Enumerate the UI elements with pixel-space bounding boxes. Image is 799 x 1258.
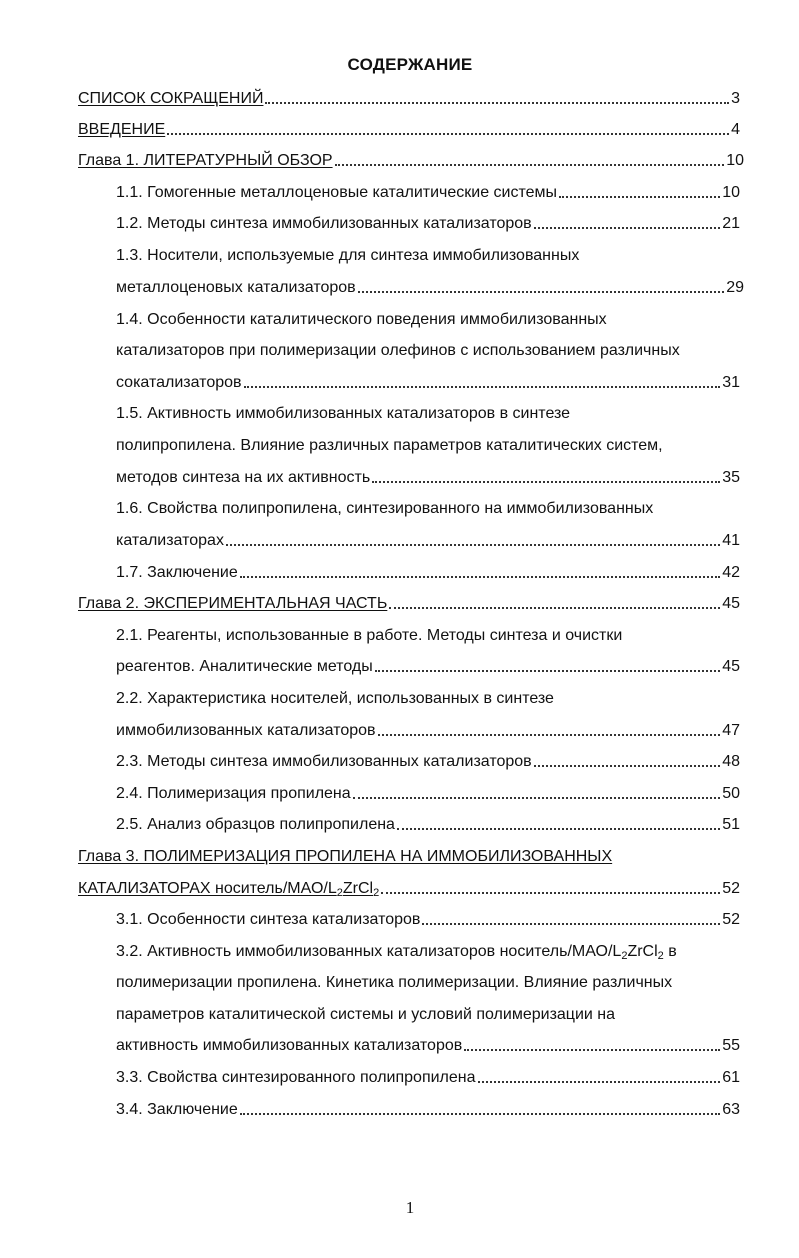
toc-entry-label: Глава 1. ЛИТЕРАТУРНЫЙ ОБЗОР [78, 152, 333, 169]
toc-entry-label: Глава 2. ЭКСПЕРИМЕНТАЛЬНАЯ ЧАСТЬ [78, 595, 388, 612]
dot-leader [358, 290, 725, 293]
toc-entry-1-5-line2[interactable] [116, 434, 740, 456]
dot-leader [378, 733, 721, 736]
toc-entry-1-5[interactable] [116, 466, 740, 488]
toc-page-number: 45 [722, 595, 740, 612]
toc-entry-2-2-line1[interactable] [116, 687, 740, 709]
toc-entry-label: активность иммобилизованных катализаторов [116, 1037, 463, 1054]
toc-page-number: 51 [722, 816, 740, 833]
toc-page-number: 10 [722, 184, 740, 201]
toc-entry-1-6[interactable] [116, 529, 740, 551]
toc-entry-1-7[interactable] [116, 561, 740, 583]
toc-page-number: 61 [722, 1069, 740, 1086]
toc-entry-3-2-line2[interactable] [116, 971, 740, 993]
toc-page-number: 4 [731, 121, 740, 138]
toc-entry-2-3[interactable] [116, 750, 740, 772]
dot-leader [265, 101, 729, 104]
toc-entry-1-3[interactable] [116, 276, 744, 298]
toc-entry-label: 1.7. Заключение [116, 564, 238, 581]
toc-page-number: 21 [722, 215, 740, 232]
toc-page-number: 3 [731, 90, 740, 107]
dot-leader [381, 891, 720, 894]
toc-page-number: 52 [722, 911, 740, 928]
toc-entry-label: 2.5. Анализ образцов полипропилена [116, 816, 395, 833]
toc-entry-label: 1.3. Носители, используемые для синтеза иммобилизованных [116, 247, 580, 264]
toc-page-number: 50 [722, 785, 740, 802]
page-number: 1 [405, 1198, 415, 1217]
toc-entry-1-2[interactable] [116, 212, 740, 234]
toc-entry-label: 1.1. Гомогенные металлоценовые каталитические системы [116, 184, 558, 201]
toc-entry-label: катализаторов при полимеризации олефинов с использованием различных [116, 342, 680, 359]
dot-leader [464, 1048, 720, 1051]
dot-leader [240, 1112, 720, 1115]
toc-entry-2-5[interactable] [116, 813, 740, 835]
toc-page-number: 10 [726, 152, 744, 169]
page-title: СОДЕРЖАНИЕ [347, 55, 473, 74]
toc-entry-introduction[interactable] [78, 118, 740, 140]
toc-entry-1-4-line2[interactable] [116, 339, 740, 361]
toc-page-number: 29 [726, 279, 744, 296]
toc-entry-label: металлоценовых катализаторов [116, 279, 356, 296]
dot-leader [389, 606, 720, 609]
dot-leader [335, 163, 725, 166]
toc-entry-1-1[interactable] [116, 181, 740, 203]
toc-entry-label: 2.3. Методы синтеза иммобилизованных катализаторов [116, 753, 532, 770]
toc-entry-label: Глава 3. ПОЛИМЕРИЗАЦИЯ ПРОПИЛЕНА НА ИММОБИЛИЗОВАННЫХ [78, 848, 613, 865]
toc-entry-1-6-line1[interactable] [116, 497, 740, 519]
toc-entry-label: полипропилена. Влияние различных параметров каталитических систем, [116, 437, 663, 454]
toc-entry-label: 2.4. Полимеризация пропилена [116, 785, 351, 802]
toc-entry-3-2-line1[interactable] [116, 940, 746, 962]
toc-entry-1-4-line1[interactable] [116, 308, 740, 330]
toc-entry-label: параметров каталитической системы и условий полимеризации на [116, 1006, 616, 1023]
toc-page-number: 31 [722, 374, 740, 391]
toc-entry-label: 1.2. Методы синтеза иммобилизованных катализаторов [116, 215, 532, 232]
toc-page-number: 55 [722, 1037, 740, 1054]
toc-entry-label: иммобилизованных катализаторов [116, 722, 376, 739]
toc-entry-label: 2.1. Реагенты, использованные в работе. Методы синтеза и очистки [116, 627, 623, 644]
toc-entry-3-4[interactable] [116, 1098, 740, 1120]
toc-page-number: 42 [722, 564, 740, 581]
dot-leader [534, 226, 721, 229]
dot-leader [422, 922, 720, 925]
dot-leader [559, 195, 720, 198]
toc-entry-1-5-line1[interactable] [116, 402, 740, 424]
toc-entry-label: 3.1. Особенности синтеза катализаторов [116, 911, 421, 928]
toc-entry-3-3[interactable] [116, 1066, 740, 1088]
toc-entry-2-1[interactable] [116, 655, 740, 677]
toc-page-number: 52 [722, 880, 740, 897]
dot-leader [534, 764, 721, 767]
toc-entry-2-2[interactable] [116, 719, 740, 741]
toc-entry-chapter-3-line1[interactable] [78, 845, 740, 867]
dot-leader [372, 480, 720, 483]
toc-page-number: 45 [722, 658, 740, 675]
dot-leader [478, 1080, 721, 1083]
toc-entry-label: полимеризации пропилена. Кинетика полимеризации. Влияние различных [116, 974, 673, 991]
toc-entry-label: методов синтеза на их активность [116, 469, 371, 486]
toc-entry-label: ВВЕДЕНИЕ [78, 121, 166, 138]
toc-page-number: 35 [722, 469, 740, 486]
toc-entry-label: 3.4. Заключение [116, 1101, 238, 1118]
toc-entry-label: 3.3. Свойства синтезированного полипропилена [116, 1069, 476, 1086]
toc-entry-2-1-line1[interactable] [116, 624, 740, 646]
toc-entry-1-4[interactable] [116, 371, 740, 393]
toc-entry-label: сокатализаторов [116, 374, 242, 391]
toc-entry-chapter-2[interactable] [78, 592, 740, 614]
dot-leader [167, 132, 729, 135]
dot-leader [240, 575, 720, 578]
dot-leader [353, 796, 721, 799]
toc-entry-label: 1.6. Свойства полипропилена, синтезированного на иммобилизованных [116, 500, 654, 517]
toc-page-number: 63 [722, 1101, 740, 1118]
toc-entry-label: КАТАЛИЗАТОРАХ носитель/$МАО/L_2ZrCl_2$ [78, 880, 380, 899]
toc-entry-label: реагентов. Аналитические методы [116, 658, 373, 675]
toc-entry-3-1[interactable] [116, 908, 740, 930]
toc-page-number: 41 [722, 532, 740, 549]
dot-leader [397, 827, 720, 830]
toc-entry-label: 1.4. Особенности каталитического поведения иммобилизованных [116, 311, 607, 328]
toc-page-number: 47 [722, 722, 740, 739]
toc-entry-1-3-line1[interactable] [116, 244, 740, 266]
dot-leader [226, 543, 720, 546]
dot-leader [375, 669, 720, 672]
toc-entry-3-2[interactable] [116, 1034, 740, 1056]
toc-entry-chapter-1[interactable] [78, 149, 744, 171]
toc-entry-label: катализаторах [116, 532, 224, 549]
toc-entry-label: 3.2. Активность иммобилизованных катализаторов носитель/$МАО/L_2ZrCl_2$ в [116, 943, 677, 962]
toc-page-number: 48 [722, 753, 740, 770]
toc-entry-label: СПИСОК СОКРАЩЕНИЙ [78, 90, 264, 107]
dot-leader [244, 385, 721, 388]
toc-entry-chapter-3[interactable] [78, 877, 740, 899]
toc-entry-label: 1.5. Активность иммобилизованных катализаторов в синтезе [116, 405, 571, 422]
toc-entry-label: 2.2. Характеристика носителей, использованных в синтезе [116, 690, 554, 707]
toc-entry-abbreviations[interactable] [78, 87, 740, 109]
toc-entry-2-4[interactable] [116, 782, 740, 804]
toc-entry-3-2-line3[interactable] [116, 1003, 740, 1025]
